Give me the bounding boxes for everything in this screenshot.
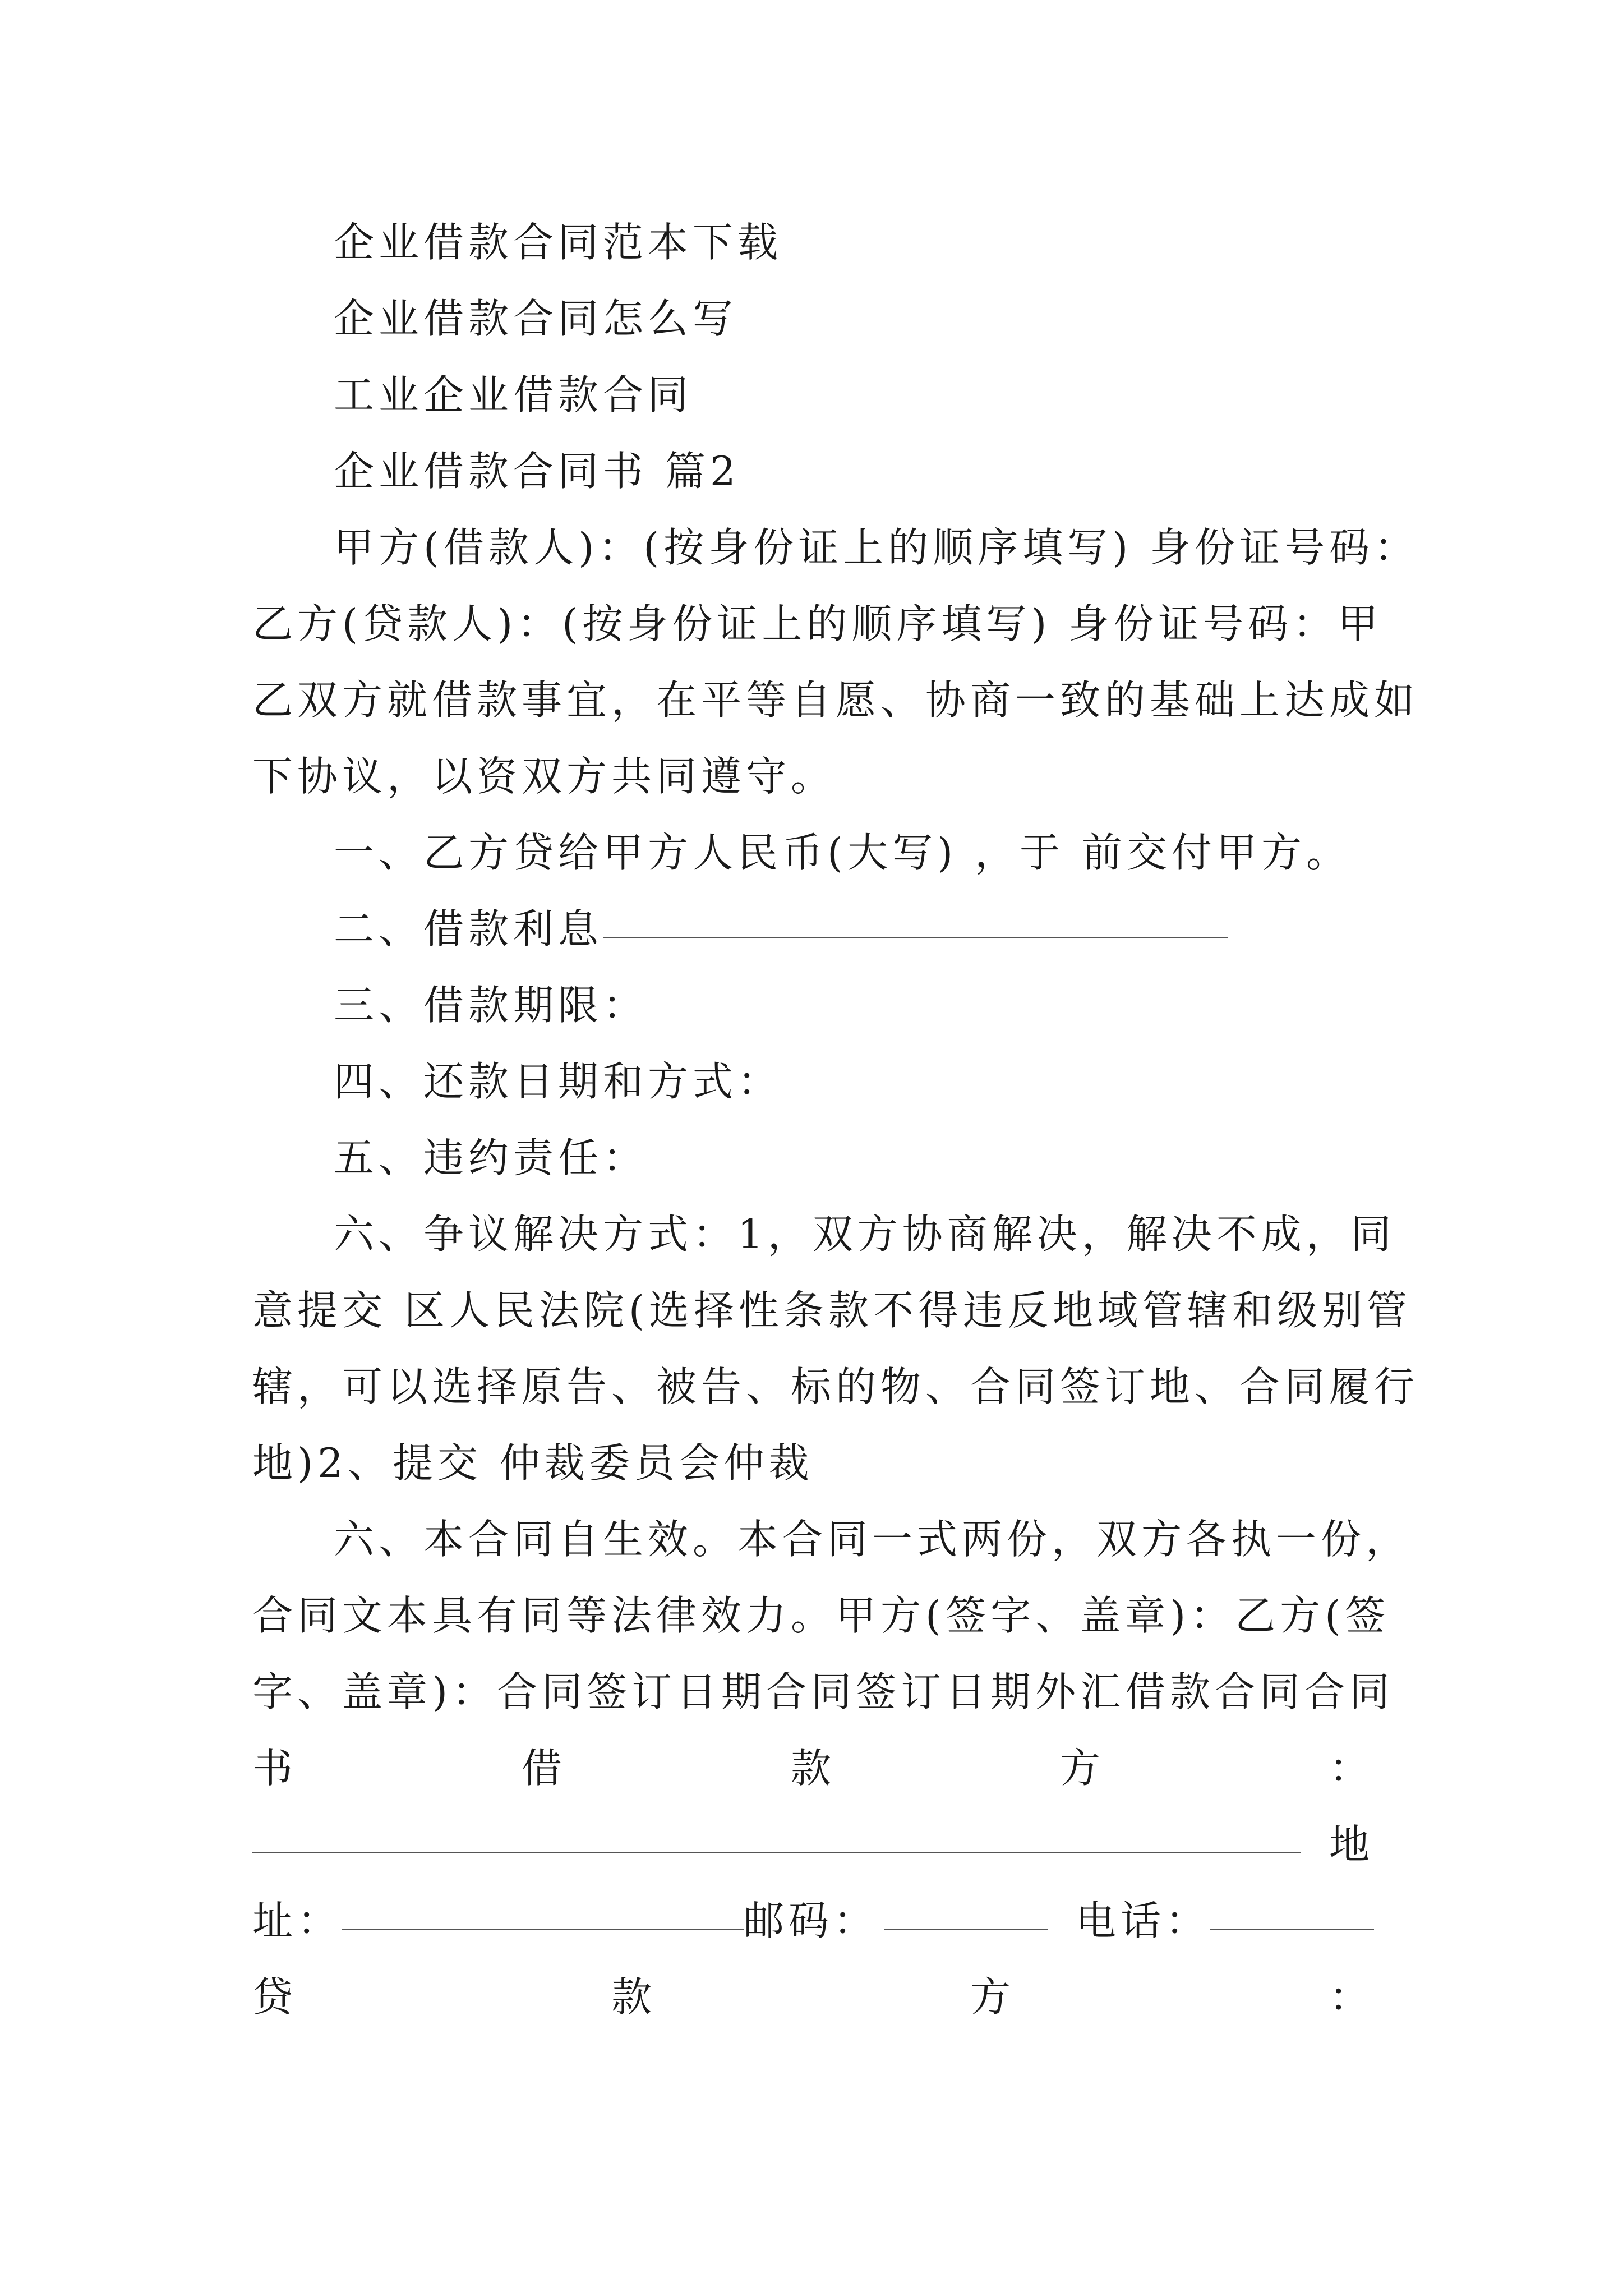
dispute-line: 地)2、提交 仲裁委员会仲裁 xyxy=(252,1439,814,1487)
dispute-line: 意提交 区人民法院(选择性条款不得违反地域管辖和级别管 xyxy=(252,1287,1412,1334)
borrower-row xyxy=(252,1730,1374,1806)
address-label-head: 地 xyxy=(1329,1821,1374,1868)
address-blank-line xyxy=(342,1929,744,1930)
intro-line: 下协议，以资双方共同遵守。 xyxy=(252,753,836,800)
dispute-line: 辖，可以选择原告、被告、标的物、合同签订地、合同履行 xyxy=(252,1363,1419,1410)
toc-item: 工业企业借款合同 xyxy=(334,371,693,418)
contact-row xyxy=(252,1883,1374,1959)
phone-label: 电话： xyxy=(1075,1897,1210,1944)
toc-item: 企业借款合同范本下载 xyxy=(334,219,783,266)
borrower-char: 款 xyxy=(790,1745,836,1792)
toc-item: 企业借款合同怎么写 xyxy=(334,295,738,342)
phone-blank-line xyxy=(1210,1929,1374,1930)
lender-char: ： xyxy=(1329,1973,1374,2021)
dispute-line: 六、争议解决方式：1，双方协商解决，解决不成，同 xyxy=(334,1211,1396,1258)
zip-label: 邮码： xyxy=(743,1897,878,1944)
intro-line: 甲方(借款人)：(按身份证上的顺序填写) 身份证号码： xyxy=(334,524,1419,571)
lender-char: 方 xyxy=(970,1973,1015,2021)
borrower-char: 书 xyxy=(252,1745,298,1792)
borrower-name-row xyxy=(252,1806,1374,1883)
borrower-char: 方 xyxy=(1059,1745,1105,1792)
lender-char: 款 xyxy=(611,1973,656,2021)
lender-row xyxy=(252,1959,1374,2035)
intro-line: 乙方(贷款人)：(按身份证上的顺序填写) 身份证号码：甲 xyxy=(252,600,1383,647)
borrower-name-blank-line xyxy=(252,1852,1301,1853)
effect-line: 六、本合同自生效。本合同一式两份，双方各执一份， xyxy=(334,1516,1411,1563)
clause-liability: 五、违约责任： xyxy=(334,1134,648,1181)
clause-loan-amount: 一、乙方贷给甲方人民币(大写) ，于 前交付甲方。 xyxy=(334,829,1351,876)
address-label: 址： xyxy=(252,1897,343,1944)
lender-char: 贷 xyxy=(252,1973,298,2021)
clause-term: 三、借款期限： xyxy=(334,982,648,1029)
zip-blank-line xyxy=(884,1929,1048,1930)
interest-blank-line xyxy=(603,937,1228,938)
effect-line: 字、盖章)：合同签订日期合同签订日期外汇借款合同合同 xyxy=(252,1668,1395,1715)
clause-interest-label: 二、借款利息 xyxy=(334,905,603,953)
clause-interest xyxy=(334,891,1374,967)
effect-line: 合同文本具有同等法律效力。甲方(签字、盖章)：乙方(签 xyxy=(252,1592,1390,1639)
borrower-char: 借 xyxy=(521,1745,566,1792)
clause-repayment: 四、还款日期和方式： xyxy=(334,1058,783,1105)
intro-line: 乙双方就借款事宜，在平等自愿、协商一致的基础上达成如 xyxy=(252,677,1419,724)
toc-item: 企业借款合同书 篇2 xyxy=(334,448,740,495)
borrower-char: ： xyxy=(1329,1745,1374,1792)
